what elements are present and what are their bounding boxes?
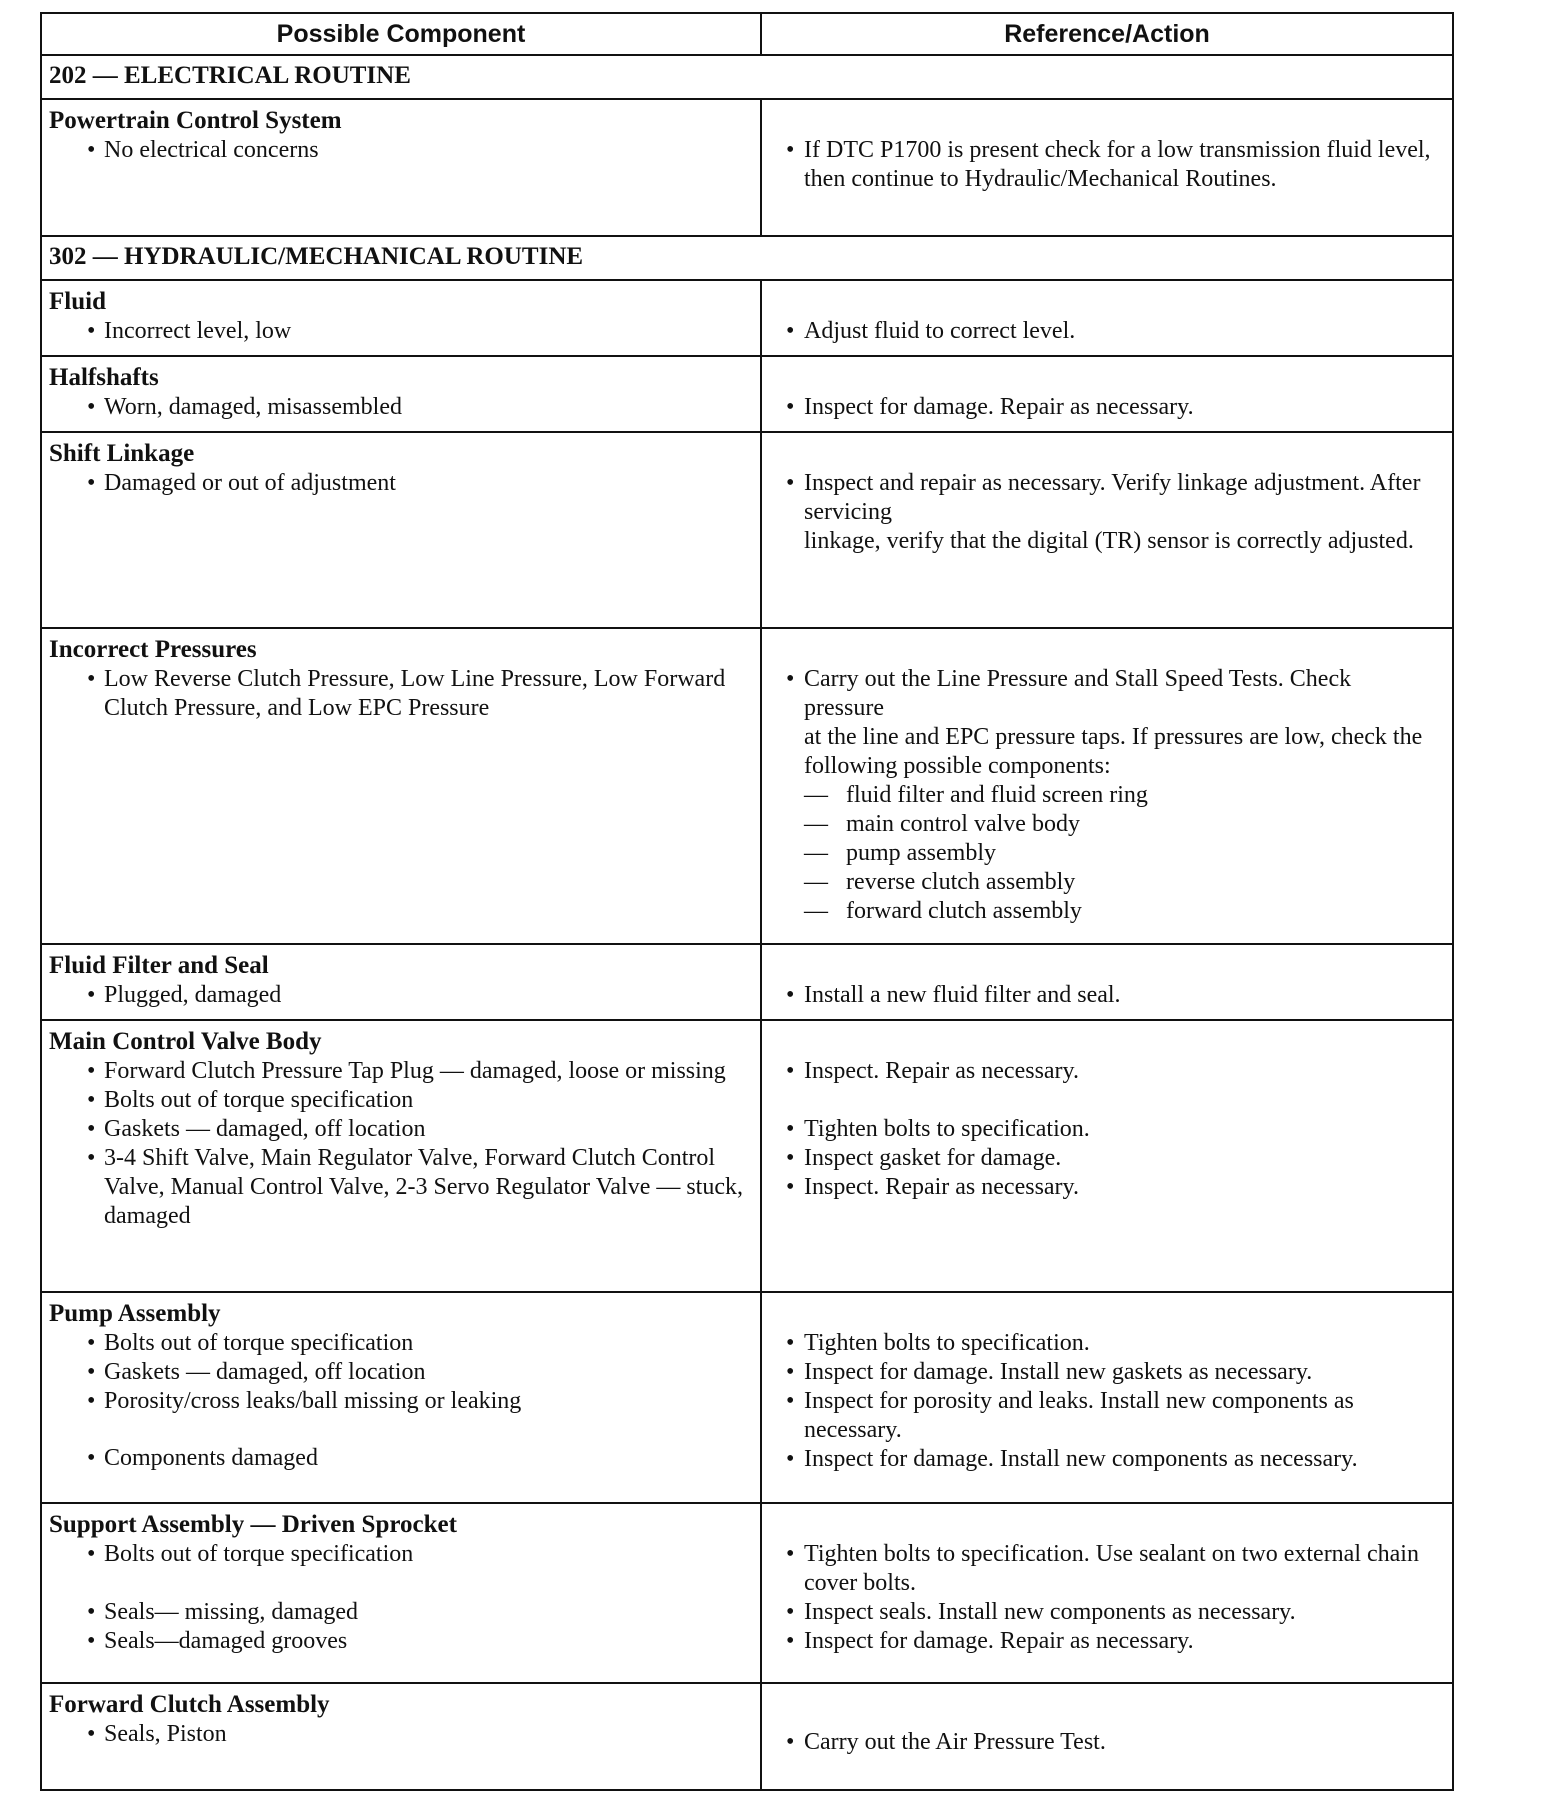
- action-text-continued: linkage, verify that the digital (TR) sensor is correctly adjusted.: [804, 528, 1414, 554]
- diagnosis-table: [40, 12, 1454, 1791]
- component-cell: [41, 280, 761, 356]
- action-list: [774, 665, 1434, 926]
- component-cell: [41, 628, 761, 944]
- action-list: [774, 393, 1434, 422]
- action-text: Inspect. Repair as necessary.: [804, 1174, 1079, 1200]
- action-text: Carry out the Air Pressure Test.: [804, 1729, 1106, 1755]
- component-name: Fluid: [49, 288, 106, 315]
- action-item: [774, 1728, 1434, 1757]
- table-header-row: [41, 13, 1453, 55]
- component-cell: [41, 1683, 761, 1790]
- action-list: [774, 1329, 1434, 1474]
- component-name: Main Control Valve Body: [49, 1028, 322, 1055]
- action-cell: [761, 1292, 1453, 1503]
- action-text: If DTC P1700 is present check for a low transmission fluid level, then continue to Hydraulic/Mechanical Routines.: [804, 137, 1431, 192]
- cause-item: • Seals, Piston: [42, 1720, 760, 1749]
- component-name: Shift Linkage: [49, 440, 195, 467]
- action-item: [774, 1115, 1434, 1144]
- action-text: Adjust fluid to correct level.: [804, 318, 1076, 344]
- cause-list: [42, 469, 760, 498]
- action-item: [774, 1057, 1434, 1086]
- section-row: [41, 55, 1453, 99]
- component-cell: [41, 1292, 761, 1503]
- action-text: Inspect for damage. Install new components as necessary.: [804, 1446, 1358, 1472]
- action-item: [774, 1387, 1434, 1445]
- cause-list: [42, 665, 760, 723]
- cause-list: [42, 136, 760, 165]
- diagnosis-table-page: [40, 12, 1452, 1791]
- action-text: Inspect for porosity and leaks. Install new components as necessary.: [804, 1388, 1354, 1443]
- action-item: [774, 136, 1434, 194]
- action-list: [774, 1057, 1434, 1202]
- cause-item: • Seals— missing, damaged: [42, 1598, 760, 1627]
- action-text: Tighten bolts to specification.: [804, 1330, 1090, 1356]
- cause-list: [42, 1720, 760, 1749]
- component-name: Support Assembly — Driven Sprocket: [49, 1511, 457, 1538]
- component-cell: [41, 99, 761, 236]
- component-cell: [41, 1020, 761, 1292]
- table-row: [41, 99, 1453, 236]
- action-cell: [761, 1020, 1453, 1292]
- cause-item: • Plugged, damaged: [42, 981, 760, 1010]
- cause-list: [42, 1329, 760, 1473]
- table-row: [41, 1020, 1453, 1292]
- cause-item: • Forward Clutch Pressure Tap Plug — damaged, loose or missing: [42, 1057, 760, 1086]
- action-text: Inspect for damage. Install new gaskets as necessary.: [804, 1359, 1313, 1385]
- component-name: Pump Assembly: [49, 1300, 221, 1327]
- component-name: Halfshafts: [49, 364, 159, 391]
- action-cell: [761, 628, 1453, 944]
- cause-list: [42, 317, 760, 346]
- action-text: Inspect seals. Install new components as necessary.: [804, 1599, 1296, 1625]
- action-list: [774, 1540, 1434, 1656]
- component-cell: [41, 1503, 761, 1683]
- table-body: [41, 55, 1453, 1790]
- action-item: [774, 665, 1434, 926]
- sublist-item: — main control valve body: [804, 810, 1434, 839]
- action-item: [774, 1329, 1434, 1358]
- sublist-item: — fluid filter and fluid screen ring: [804, 781, 1434, 810]
- section-title: 302 — HYDRAULIC/MECHANICAL ROUTINE: [41, 236, 1453, 280]
- table-row: [41, 1683, 1453, 1790]
- cause-item: • Low Reverse Clutch Pressure, Low Line Pressure, Low Forward Clutch Pressure, and Low EPC Pressure: [42, 665, 760, 723]
- sublist-item: — reverse clutch assembly: [804, 868, 1434, 897]
- action-text: Inspect. Repair as necessary.: [804, 1058, 1079, 1084]
- section-title: 202 — ELECTRICAL ROUTINE: [41, 55, 1453, 99]
- action-item: [774, 317, 1434, 346]
- action-text: Inspect gasket for damage.: [804, 1145, 1062, 1171]
- action-text: Install a new fluid filter and seal.: [804, 982, 1121, 1008]
- action-text: Inspect and repair as necessary. Verify linkage adjustment. After servicing: [804, 470, 1421, 525]
- sublist-item: — forward clutch assembly: [804, 897, 1434, 926]
- action-cell: [761, 1503, 1453, 1683]
- action-cell: [761, 356, 1453, 432]
- action-item: [774, 1445, 1434, 1474]
- component-name: Incorrect Pressures: [49, 636, 257, 663]
- cause-item: • Bolts out of torque specification: [42, 1329, 760, 1358]
- action-text: Tighten bolts to specification.: [804, 1116, 1090, 1142]
- action-item: [774, 1358, 1434, 1387]
- action-text: Carry out the Line Pressure and Stall Speed Tests. Check pressure: [804, 666, 1352, 721]
- cause-item: • Worn, damaged, misassembled: [42, 393, 760, 422]
- cause-list: [42, 393, 760, 422]
- table-row: [41, 944, 1453, 1020]
- component-cell: [41, 944, 761, 1020]
- action-item: [774, 1173, 1434, 1202]
- table-row: [41, 1292, 1453, 1503]
- action-list: [774, 469, 1434, 556]
- action-text: Tighten bolts to specification. Use sealant on two external chain cover bolts.: [804, 1541, 1419, 1596]
- cause-item: • Bolts out of torque specification: [42, 1086, 760, 1115]
- action-item: [774, 1144, 1434, 1173]
- cause-item: • Incorrect level, low: [42, 317, 760, 346]
- cause-item: • 3-4 Shift Valve, Main Regulator Valve, Forward Clutch Control Valve, Manual Control Valve, 2-3 Servo Regulator Valve — stuck, damaged: [42, 1144, 760, 1231]
- sublist-item: — pump assembly: [804, 839, 1434, 868]
- cause-list: [42, 1057, 760, 1231]
- action-item: [774, 981, 1434, 1010]
- action-item: [774, 1627, 1434, 1656]
- action-item: [774, 393, 1434, 422]
- table-row: [41, 628, 1453, 944]
- action-text-continued: at the line and EPC pressure taps. If pressures are low, check the following possible components:: [804, 724, 1423, 779]
- action-cell: [761, 99, 1453, 236]
- cause-item: • No electrical concerns: [42, 136, 760, 165]
- cause-list: [42, 1540, 760, 1656]
- action-text: Inspect for damage. Repair as necessary.: [804, 1628, 1194, 1654]
- action-list: [774, 317, 1434, 346]
- component-name: Fluid Filter and Seal: [49, 952, 269, 979]
- column-header-component: Possible Component: [41, 13, 761, 55]
- cause-item: • Porosity/cross leaks/ball missing or leaking: [42, 1387, 760, 1416]
- component-sublist: [804, 781, 1434, 926]
- section-row: [41, 236, 1453, 280]
- action-cell: [761, 944, 1453, 1020]
- component-cell: [41, 432, 761, 628]
- action-item: [774, 469, 1434, 556]
- table-row: [41, 280, 1453, 356]
- column-header-action: Reference/Action: [761, 13, 1453, 55]
- action-list: [774, 136, 1434, 194]
- action-list: [774, 981, 1434, 1010]
- cause-item: • Damaged or out of adjustment: [42, 469, 760, 498]
- action-cell: [761, 432, 1453, 628]
- component-name: Forward Clutch Assembly: [49, 1691, 330, 1718]
- cause-item: • Gaskets — damaged, off location: [42, 1115, 760, 1144]
- action-item: [774, 1598, 1434, 1627]
- table-row: [41, 356, 1453, 432]
- cause-list: [42, 981, 760, 1010]
- table-row: [41, 432, 1453, 628]
- cause-item: • Gaskets — damaged, off location: [42, 1358, 760, 1387]
- action-item: [774, 1540, 1434, 1598]
- component-cell: [41, 356, 761, 432]
- action-text: Inspect for damage. Repair as necessary.: [804, 394, 1194, 420]
- action-cell: [761, 1683, 1453, 1790]
- action-list: [774, 1728, 1434, 1757]
- cause-item: • Seals—damaged grooves: [42, 1627, 760, 1656]
- component-name: Powertrain Control System: [49, 107, 342, 134]
- cause-item: • Bolts out of torque specification: [42, 1540, 760, 1569]
- action-cell: [761, 280, 1453, 356]
- cause-item: • Components damaged: [42, 1444, 760, 1473]
- table-row: [41, 1503, 1453, 1683]
